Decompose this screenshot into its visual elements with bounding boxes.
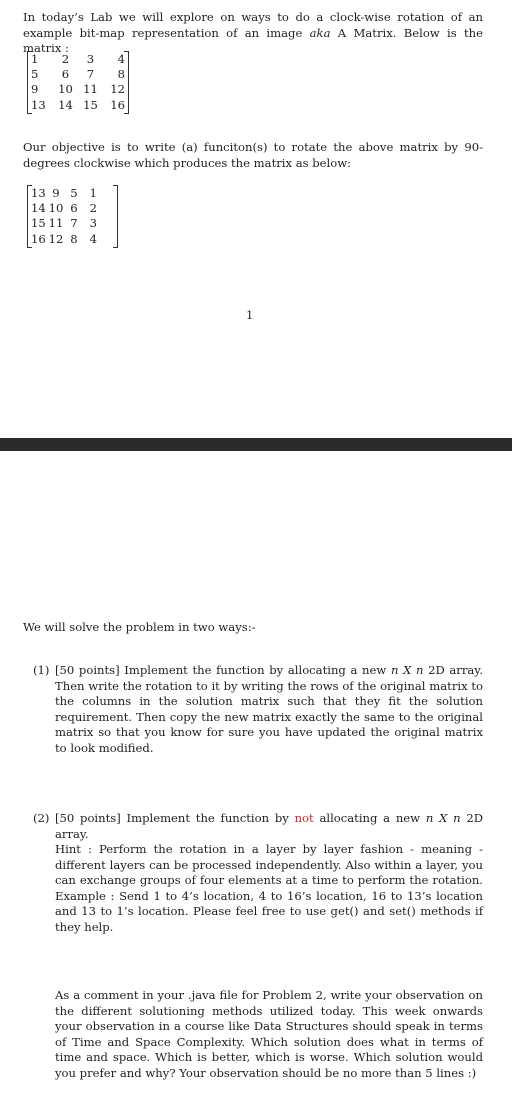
problem-item-1 [33,663,483,756]
matrix-cell: 10 [58,82,73,97]
matrix-cell: 6 [61,67,70,82]
matrix-cell: 16 [110,97,125,112]
matrix-cell: 5 [31,67,39,82]
matrix-cell: 11 [48,216,64,231]
matrix-row [28,82,128,97]
matrix-cell: 7 [70,216,78,231]
matrix-cell: 8 [70,231,78,246]
page-separator [0,438,512,451]
matrix-row [28,216,117,231]
matrix-row [28,232,117,247]
matrix-cell: 4 [89,231,97,246]
rotated-matrix [27,186,118,247]
matrix-cell: 1 [89,186,97,200]
emphasis-not: not [294,811,314,825]
matrix-row [28,201,117,216]
item-text: [50 points] Implement the function by allocating a new n X n 2D array. Then write the rotation to it by writing the rows of the original matrix to the columns in the solution matrix such that they fit the solution requirement. Then copy the new matrix exactly the same to the original matrix so that you know for sure you have updated the original matrix to look modified. [55,663,483,755]
matrix-row [28,186,117,201]
matrix-row [28,98,128,113]
page-number: 1 [246,308,254,322]
observation-paragraph: As a comment in your .java file for Problem 2, write your observation on the different solutioning methods utilized today. This week onwards your observation in a course like Data Structures should speak in terms of Time and Space Complexity. Which solution does what in terms of time and space. Which is better, which is worse. Which solution would you prefer and why? Your observation should be no more than 5 lines :) [55,988,483,1080]
matrix-cell: 6 [70,201,78,216]
original-matrix [27,52,129,113]
matrix-cell: 14 [58,97,73,112]
matrix-cell: 8 [117,67,125,82]
item-number: (2) [33,811,50,825]
matrix-cell: 12 [110,82,125,97]
matrix-cell: 10 [48,201,64,216]
matrix-row [28,52,128,67]
matrix-cell: 15 [83,97,98,112]
intro-paragraph: In today’s Lab we will explore on ways to do a clock-wise rotation of an example bit-map representation of an image aka A Matrix. Below is the matrix : [23,10,483,55]
objective-paragraph: Our objective is to write (a) funciton(s) to rotate the above matrix by 90-degrees clockwise which produces the matrix as below: [23,140,483,170]
matrix-cell: 3 [89,216,97,231]
matrix-cell: 9 [52,186,60,200]
matrix-cell: 7 [86,67,95,82]
matrix-cell: 2 [89,201,97,216]
item-number: (1) [33,663,50,677]
matrix-cell: 9 [31,82,39,97]
matrix-cell: 15 [31,216,46,231]
matrix-cell: 13 [31,186,46,200]
matrix-cell: 1 [31,52,39,66]
matrix-cell: 11 [83,82,98,97]
matrix-cell: 14 [31,201,46,216]
matrix-cell: 12 [48,231,64,246]
item-text: [50 points] Implement the function by not allocating a new n X n 2D array. [55,811,484,841]
matrix-cell: 3 [86,52,95,66]
hint-text: Hint : Perform the rotation in a layer by layer fashion - meaning - different layers can be processed independently. Also within a layer, you can exchange groups of four elements at a time to perform the rotation. Example : Send 1 to 4’s location, 4 to 16’s location, 16 to 13’s location and 13 to 1’s location. Please feel free to use get() and set() methods if they help. [55,842,483,934]
matrix-cell: 2 [61,52,70,66]
problem-item-2 [33,811,483,935]
two-ways-heading: We will solve the problem in two ways:- [23,620,256,634]
matrix-row [28,67,128,82]
matrix-cell: 4 [117,52,125,66]
matrix-cell: 13 [31,97,46,112]
matrix-cell: 5 [70,186,78,200]
matrix-cell: 16 [31,231,46,246]
